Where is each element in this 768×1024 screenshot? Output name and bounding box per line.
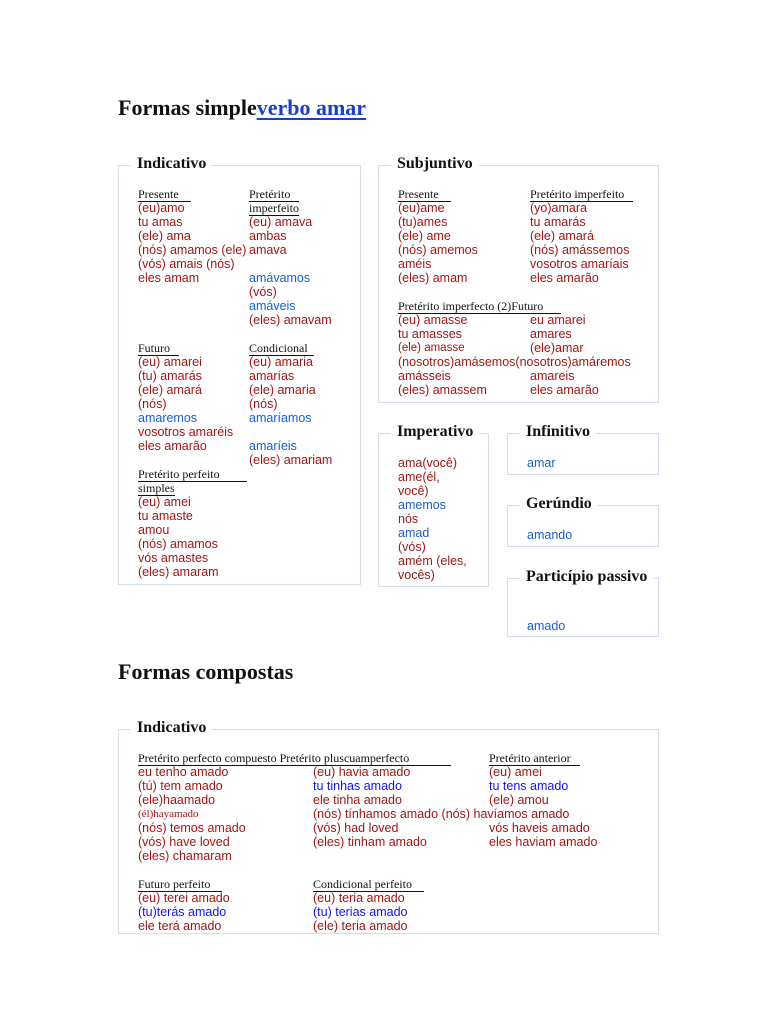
conjugation-line: eu tenho amado: [138, 765, 229, 779]
perfeito-list: [138, 495, 219, 579]
conjugation-line: amaríamos: [249, 411, 312, 425]
compostas-head-ab: Pretérito perfecto compuesto Pretérito pluscuamperfecto: [138, 751, 451, 765]
compostas-col3: [489, 765, 597, 849]
conjugation-line: (nós): [249, 397, 278, 411]
conjugation-line: amad: [398, 526, 430, 540]
conjugation-line: (eles) amariam: [249, 453, 333, 467]
indicativo-legend: Indicativo: [131, 155, 212, 173]
compostas-col1: [138, 765, 246, 863]
futuro-list: [138, 355, 233, 453]
condicional-perfeito-heading: Condicional perfeito: [313, 877, 424, 891]
futuro-perfeito-heading: Futuro perfeito: [138, 877, 222, 891]
conjugation-line: (eu) teria amado: [313, 891, 405, 905]
conjugation-line: vós amastes: [138, 551, 209, 565]
gerundio-value: amando: [527, 528, 573, 542]
presente-heading: Presente: [138, 187, 191, 201]
conjugation-line: amares: [530, 327, 572, 341]
conjugation-line: (eles) amam: [398, 271, 468, 285]
futuro-heading: Futuro: [138, 341, 179, 355]
conjugation-line: eu amarei: [530, 313, 586, 327]
conjugation-line: vosotros amaréis: [138, 425, 234, 439]
conjugation-line: (ele) ama: [138, 229, 191, 243]
conjugation-line: ele tinha amado: [313, 793, 402, 807]
conjugation-line: tu amaste: [138, 509, 193, 523]
conjugation-line: (nós) amamos: [138, 537, 218, 551]
participio-value: amado: [527, 619, 566, 633]
conjugation-line: (ele) teria amado: [313, 919, 408, 933]
conjugation-line: (eu)amo: [138, 201, 185, 215]
imperfeito-heading: Pretérito imperfeito: [249, 187, 299, 215]
subj-imperfeito2-heading: Pretérito imperfecto (2)Futuro: [398, 299, 561, 313]
conjugation-line: (yo)amara: [530, 201, 587, 215]
conjugation-line: amáveis: [249, 299, 296, 313]
conjugation-line: nós: [398, 512, 419, 526]
conjugation-line: eles haviam amado: [489, 835, 598, 849]
conjugation-line: amávamos: [249, 271, 311, 285]
conjugation-line: tu tens amado: [489, 779, 569, 793]
conjugation-line: amemos: [398, 498, 446, 512]
conjugation-line: tu amasses: [398, 327, 462, 341]
conjugation-line: amaríeis: [249, 439, 297, 453]
subjuntivo-legend: Subjuntivo: [391, 155, 479, 173]
conjugation-line: (ele) ame: [398, 229, 451, 243]
conjugation-line: você): [398, 484, 429, 498]
conjugation-line: (tu) terias amado: [313, 905, 408, 919]
subj-imp2-col2-end: [530, 369, 599, 397]
conjugation-line: (eles) amassem: [398, 383, 487, 397]
subj-imp2-wide: (nosotros)amásemos(nosotros)amáremos: [398, 355, 631, 369]
compostas-head-c: Pretérito anterior: [489, 751, 580, 765]
conjugation-line: (tu)ames: [398, 215, 448, 229]
futuro-perfeito-list: [138, 891, 230, 933]
conjugation-line: (eu) amava: [249, 215, 313, 229]
conjugation-line: (nós) temos amado: [138, 821, 246, 835]
conjugation-line: (ele) amou: [489, 793, 549, 807]
conjugation-line: (tu) amarás: [138, 369, 202, 383]
conjugation-line: tu tinhas amado: [313, 779, 402, 793]
conjugation-line: (tú) tem amado: [138, 779, 223, 793]
title-simple-text: Formas simple: [118, 95, 257, 120]
conjugation-line: (ele)amar: [530, 341, 584, 355]
conjugation-line: (ele) amaria: [249, 383, 316, 397]
conjugation-line: (vós) had loved: [313, 821, 399, 835]
page-title-compostas: Formas compostas: [118, 659, 294, 684]
conjugation-line: vós haveis amado: [489, 821, 590, 835]
conjugation-line: amareis: [530, 369, 575, 383]
conjugation-line: amarías: [249, 369, 295, 383]
conjugation-line: (nós) amemos: [398, 243, 478, 257]
conjugation-line: (eles) amaram: [138, 565, 219, 579]
conjugation-line: vosotros amaríais: [530, 257, 629, 271]
conjugation-line: (eu) amaria: [249, 355, 313, 369]
conjugation-line: [489, 807, 597, 821]
condicional-heading: Condicional: [249, 341, 314, 355]
subj-imp2-col1: [398, 313, 467, 355]
conjugation-line: ele terá amado: [138, 919, 222, 933]
conjugation-line: tu amarás: [530, 215, 586, 229]
conjugation-line: [249, 425, 332, 439]
conjugation-line: eles amarão: [138, 439, 207, 453]
conjugation-line: ama(você): [398, 456, 458, 470]
condicional-list: [249, 355, 332, 467]
subj-imp2-col1-end: [398, 369, 487, 397]
conjugation-line: (nós) tínhamos amado (nós) havíamos amado: [313, 807, 570, 821]
conjugation-line: (ele)haamado: [138, 793, 216, 807]
presente-list: [138, 201, 246, 285]
compostas-legend: Indicativo: [131, 719, 212, 737]
conjugation-line: (eu) amasse: [398, 313, 468, 327]
subj-imperfeito-list: [530, 201, 629, 285]
conjugation-line: vocês): [398, 568, 435, 582]
conjugation-line: (vós): [249, 285, 277, 299]
perfeito-heading: Pretérito perfeito simples: [138, 467, 247, 495]
conjugation-line: (nós): [138, 397, 167, 411]
conjugation-line: (eu) amarei: [138, 355, 202, 369]
conjugation-line: (eles) chamaram: [138, 849, 232, 863]
conjugation-line: (vós) amais (nós): [138, 257, 235, 271]
infinitivo-legend: Infinitivo: [520, 423, 596, 441]
participio-legend: Particípio passivo: [520, 568, 653, 586]
conjugation-line: (vós): [398, 540, 426, 554]
conjugation-line: amava: [249, 243, 287, 257]
conjugation-line: eles amarão: [530, 383, 599, 397]
verbo-amar-link[interactable]: verbo amar: [256, 95, 367, 120]
conjugation-line: (eu) terei amado: [138, 891, 230, 905]
conjugation-line: tu amas: [138, 215, 183, 229]
conjugation-line: (ele) amará: [530, 229, 594, 243]
conjugation-line: (eu)ame: [398, 201, 445, 215]
infinitivo-value: amar: [527, 456, 556, 470]
conjugation-line: eles amam: [138, 271, 200, 285]
conjugation-line: amásseis: [398, 369, 451, 383]
imperativo-list: [398, 456, 467, 582]
imperfeito-list: [249, 215, 332, 327]
conjugation-line: (tu)terás amado: [138, 905, 227, 919]
conjugation-line: amou: [138, 523, 170, 537]
subj-presente-heading: Presente: [398, 187, 451, 201]
conjugation-line: (eles) tinham amado: [313, 835, 427, 849]
conjugation-line: (eles) amavam: [249, 313, 332, 327]
condicional-perfeito-list: [313, 891, 408, 933]
conjugation-line: ame(él,: [398, 470, 440, 484]
conjugation-line: (eu) amei: [138, 495, 191, 509]
conjugation-line: (eu) havia amado: [313, 765, 411, 779]
conjugation-line: (ele) amasse: [398, 342, 465, 354]
imperativo-legend: Imperativo: [391, 423, 479, 441]
subj-presente-list: [398, 201, 478, 285]
page-title-simple: [118, 95, 366, 121]
conjugation-line: (vós) have loved: [138, 835, 230, 849]
subj-imp2-col2: [530, 313, 586, 355]
conjugation-line: (eu) amei: [489, 765, 542, 779]
conjugation-line: ambas: [249, 229, 287, 243]
conjugation-line: (ele) amará: [138, 383, 202, 397]
conjugation-line: amaremos: [138, 411, 198, 425]
conjugation-line: amém (eles,: [398, 554, 467, 568]
subj-imperfeito-heading: Pretérito imperfeito: [530, 187, 633, 201]
gerundio-legend: Gerúndio: [520, 495, 598, 513]
conjugation-line: (él)hayamado: [138, 808, 199, 820]
conjugation-line: (nós) amamos (ele): [138, 243, 247, 257]
conjugation-line: améis: [398, 257, 432, 271]
conjugation-line: eles amarão: [530, 271, 599, 285]
conjugation-line: (nós) amássemos: [530, 243, 630, 257]
